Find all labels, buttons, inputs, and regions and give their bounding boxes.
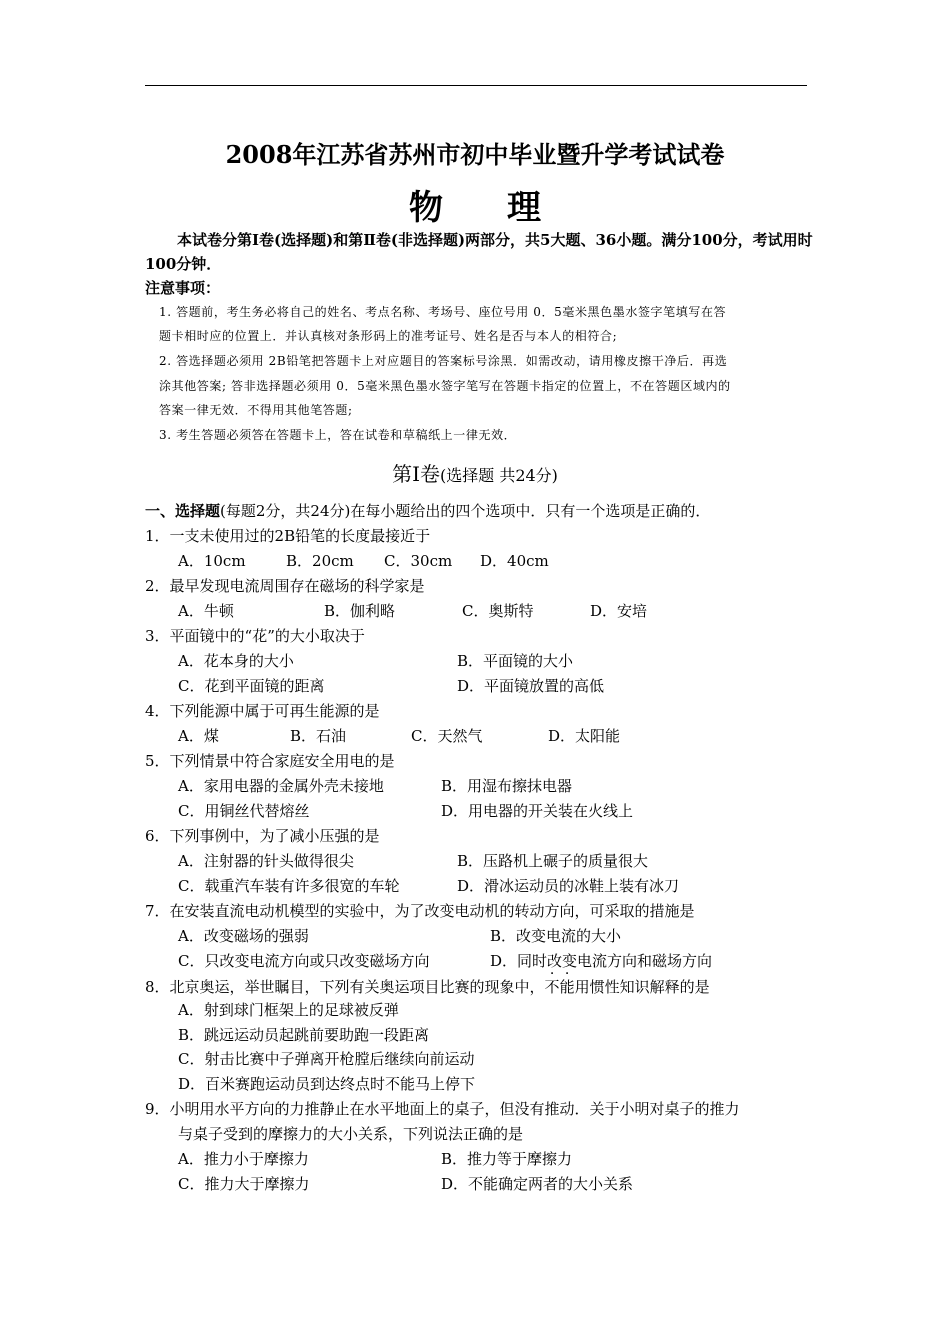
- q9-option-a: A．推力小于摩擦力: [178, 1150, 309, 1168]
- q8-option-a: A．射到球门框架上的足球被反弹: [178, 1001, 399, 1019]
- section-heading: [0, 458, 950, 487]
- q5-option-a: A．家用电器的金属外壳未接地: [178, 777, 384, 795]
- q9-option-b: B．推力等于摩擦力: [441, 1150, 573, 1168]
- header-rule: [145, 85, 807, 86]
- note-2b: 涂其他答案; 答非选择题必须用 0．5毫米黑色墨水签字笔写在答题卡指定的位置上，不在答题区域内的: [159, 379, 731, 393]
- note-1a: 1. 答题前，考生务必将自己的姓名、考点名称、考场号、座位号用 0．5毫米黑色墨水签字笔填写在答: [159, 305, 727, 319]
- part-rest: (每题2分，共24分)在每小题给出的四个选项中．只有一个选项是正确的．: [220, 502, 711, 520]
- q5-option-c: C．用铜丝代替熔丝: [178, 802, 310, 820]
- q4-option-d: D．太阳能: [548, 727, 621, 745]
- q6-option-a: A．注射器的针头做得很尖: [178, 852, 354, 870]
- q3-option-a: A．花本身的大小: [178, 652, 294, 670]
- q7-option-b: B．改变电流的大小: [490, 927, 622, 945]
- emphasis-char-2: 能: [559, 978, 575, 996]
- q2-option-d: D．安培: [590, 602, 648, 620]
- q1-option-c: C．30cm: [384, 552, 453, 570]
- q7-option-c: C．只改变电流方向或只改变磁场方向: [178, 952, 430, 970]
- notes-heading: 注意事项：: [145, 279, 221, 297]
- q9-stem-line2: 与桌子受到的摩擦力的大小关系，下列说法正确的是: [178, 1125, 524, 1143]
- q5-option-d: D．用电器的开关装在火线上: [441, 802, 634, 820]
- q8-option-d: D．百米赛跑运动员到达终点时不能马上停下: [178, 1075, 476, 1093]
- q1-option-a: A．10cm: [178, 552, 246, 570]
- part-instruction: [145, 500, 710, 521]
- part-label: 一、选择题: [145, 502, 221, 520]
- q4-stem: 4．下列能源中属于可再生能源的是: [145, 702, 380, 720]
- note-1b: 题卡相时应的位置上．并认真核对条形码上的准考证号、姓名是否与本人的相符合;: [159, 329, 618, 343]
- q7-option-d: D．同时改变电流方向和磁场方向: [490, 952, 713, 970]
- q2-option-a: A．牛顿: [178, 602, 234, 620]
- q4-option-a: A．煤: [178, 727, 219, 745]
- q2-stem: 2．最早发现电流周围存在磁场的科学家是: [145, 577, 425, 595]
- section-detail: (选择题 共24分): [439, 466, 558, 485]
- q9-option-d: D．不能确定两者的大小关系: [441, 1175, 634, 1193]
- note-3: 3. 考生答题必须答在答题卡上，答在试卷和草稿纸上一律无效．: [159, 428, 517, 442]
- q4-option-c: C．天然气: [411, 727, 483, 745]
- q6-option-b: B．压路机上碾子的质量很大: [457, 852, 649, 870]
- subject-char-2: 理: [507, 188, 541, 228]
- q7-stem: 7．在安装直流电动机模型的实验中，为了改变电动机的转动方向，可采取的措施是: [145, 902, 695, 920]
- q1-option-b: B．20cm: [286, 552, 354, 570]
- q6-option-c: C．载重汽车装有许多很宽的车轮: [178, 877, 400, 895]
- q3-option-c: C．花到平面镜的距离: [178, 677, 325, 695]
- section-label: 第Ⅰ卷: [392, 462, 440, 486]
- q5-option-b: B．用湿布擦抹电器: [441, 777, 573, 795]
- q2-option-b: B．伽利略: [324, 602, 396, 620]
- q7-option-a: A．改变磁场的强弱: [178, 927, 309, 945]
- q1-option-d: D．40cm: [480, 552, 549, 570]
- q9-stem-line1: 9．小明用水平方向的力推静止在水平地面上的桌子，但没有推动．关于小明对桌子的推力: [145, 1100, 740, 1118]
- q8-stem: 8．北京奥运，举世瞩目，下列有关奥运项目比赛的现象中，不能用惯性知识解释的是: [145, 978, 710, 996]
- subject-char-1: 物: [409, 188, 443, 228]
- subject-title: [0, 180, 950, 229]
- q6-stem: 6．下列事例中，为了减小压强的是: [145, 827, 380, 845]
- q8-option-c: C．射击比赛中子弹离开枪膛后继续向前运动: [178, 1050, 475, 1068]
- q3-option-b: B．平面镜的大小: [457, 652, 574, 670]
- q5-stem: 5．下列情景中符合家庭安全用电的是: [145, 752, 395, 770]
- note-2a: 2. 答选择题必须用 2B铅笔把答题卡上对应题目的答案标号涂黑．如需改动，请用橡皮擦干净后．再选: [159, 354, 728, 368]
- q6-option-d: D．滑冰运动员的冰鞋上装有冰刀: [457, 877, 680, 895]
- q9-option-c: C．推力大于摩擦力: [178, 1175, 310, 1193]
- q2-option-c: C．奥斯特: [462, 602, 534, 620]
- q3-stem: 3．平面镜中的“花”的大小取决于: [145, 627, 365, 645]
- exam-title: 2008年江苏省苏州市初中毕业暨升学考试试卷: [225, 140, 725, 169]
- q4-option-b: B．石油: [290, 727, 347, 745]
- q8-option-b: B．跳远运动员起跳前要助跑一段距离: [178, 1026, 430, 1044]
- exam-intro: 本试卷分第Ⅰ卷(选择题)和第Ⅱ卷(非选择题)两部分，共5大题、36小题。满分100分，考试用时100分钟．: [145, 231, 813, 273]
- emphasis-char-1: 不: [544, 978, 560, 996]
- note-2c: 答案一律无效．不得用其他笔答题;: [159, 403, 353, 417]
- q3-option-d: D．平面镜放置的高低: [457, 677, 605, 695]
- q1-stem: 1．一支未使用过的2B铅笔的长度最接近于: [145, 527, 431, 545]
